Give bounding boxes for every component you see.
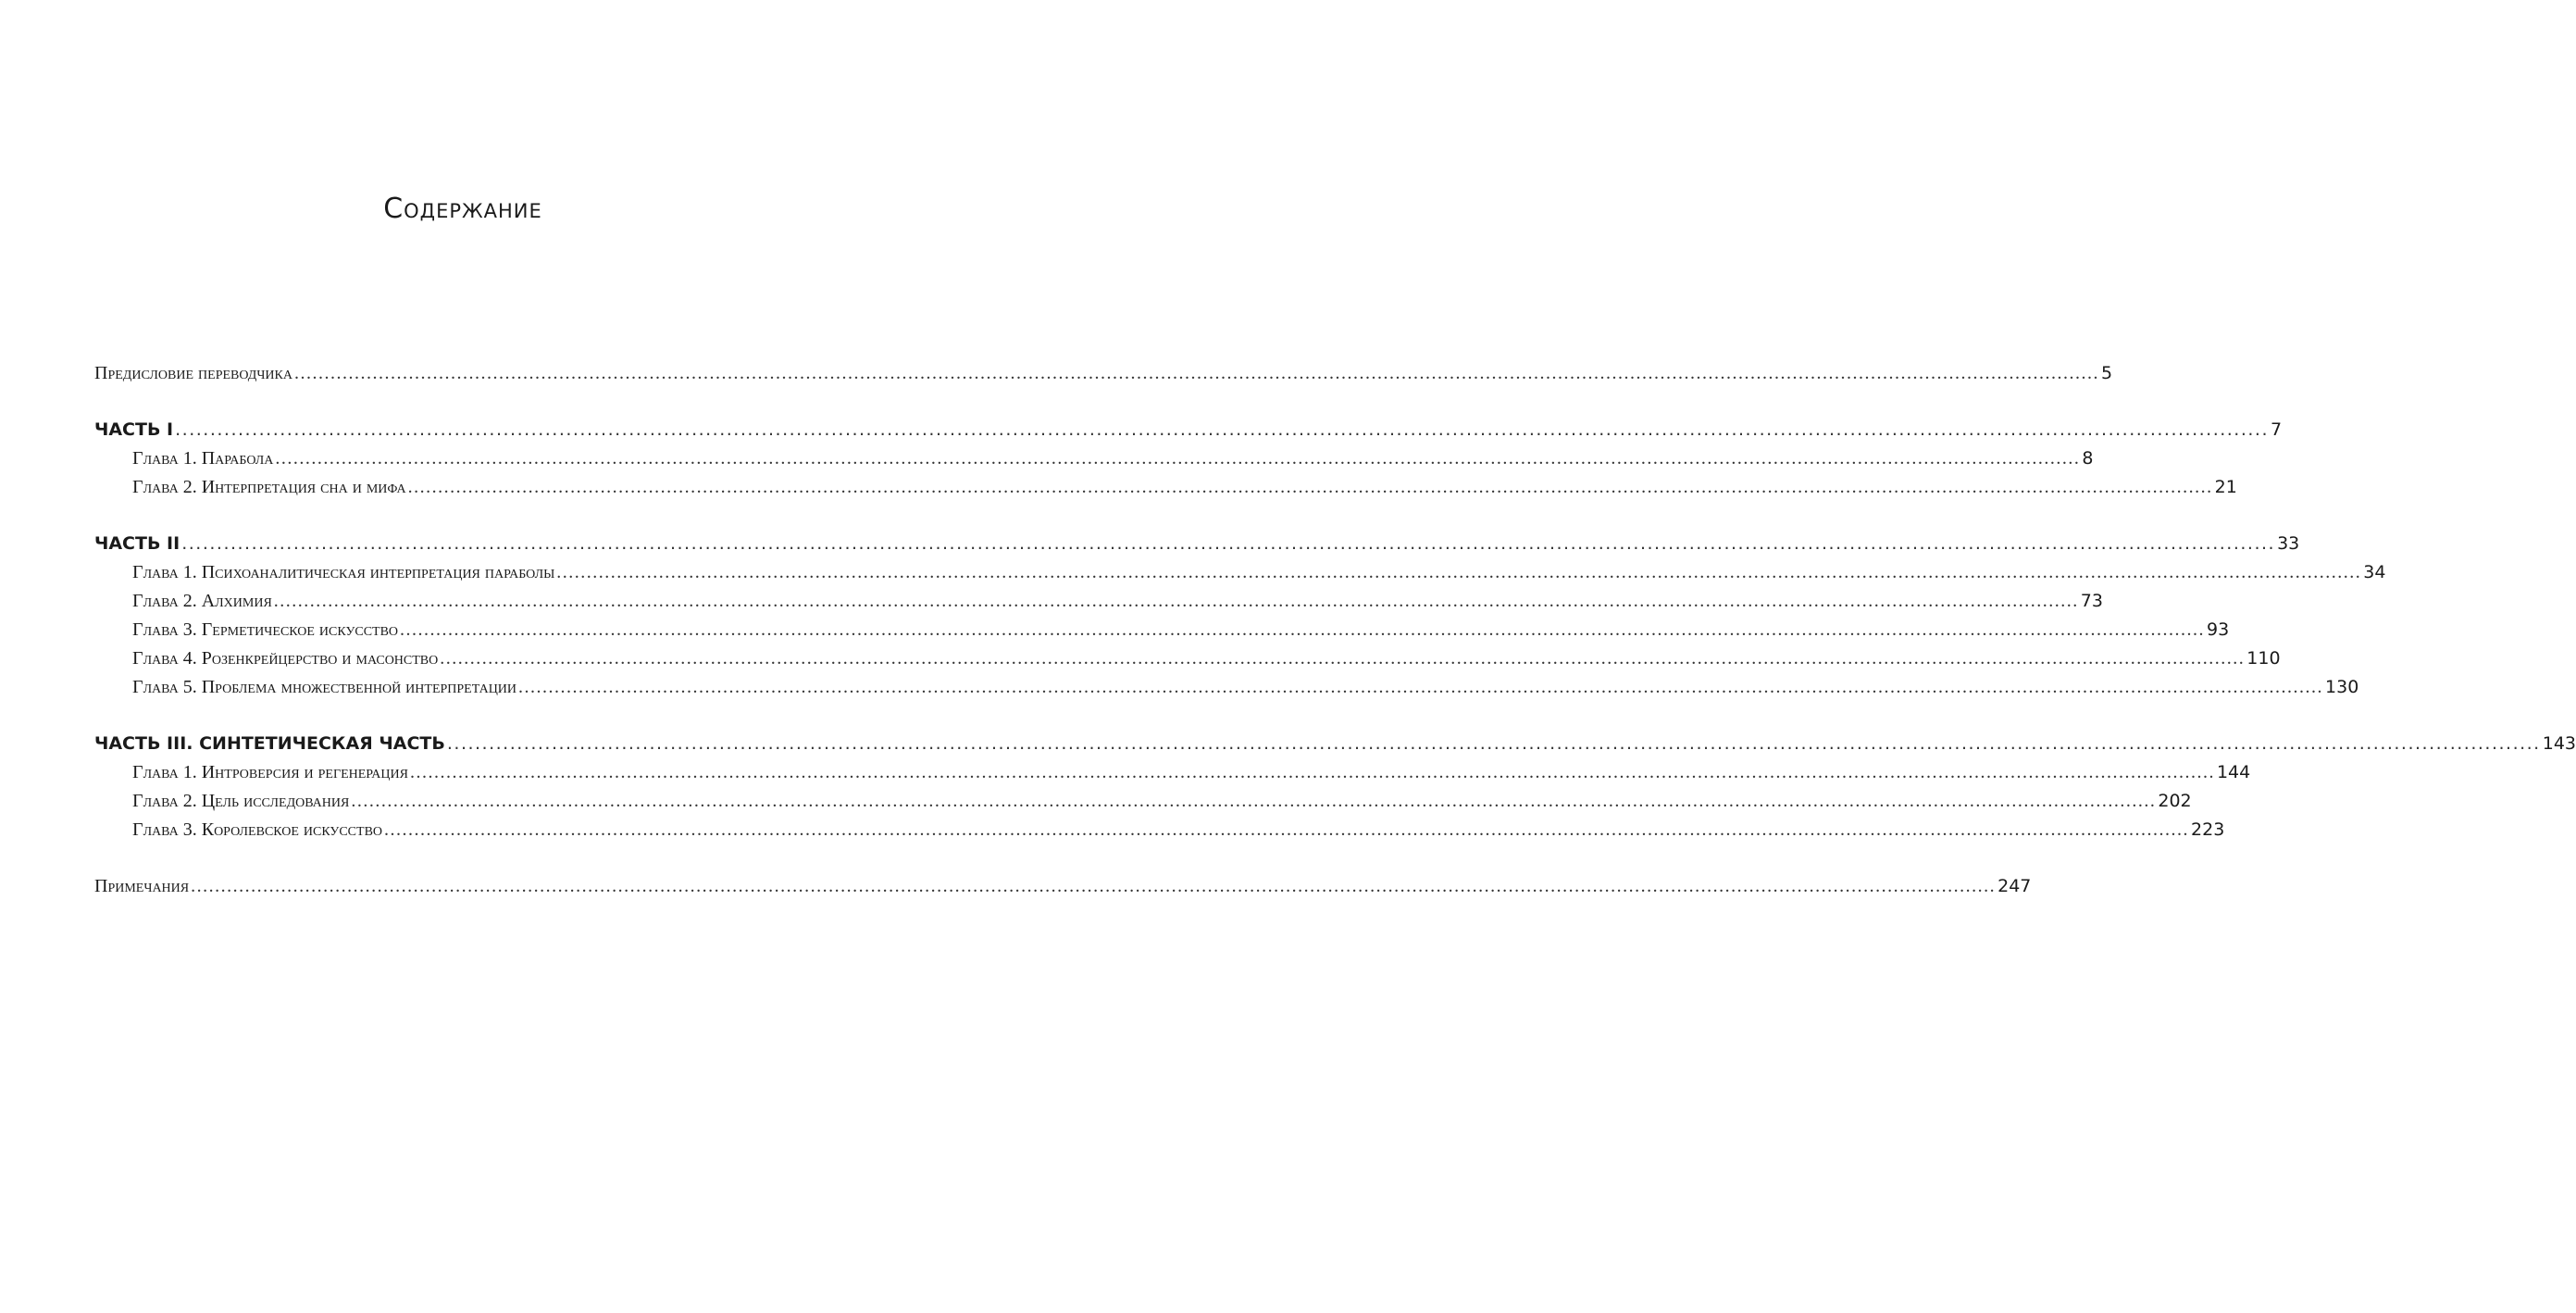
- toc-chapter-page: 110: [2246, 648, 2281, 669]
- toc-entry-page: 5: [2101, 363, 2113, 383]
- dot-leader: ............................................................................................................................................................................................................................................................................................................: [440, 648, 2246, 669]
- toc-part-page: 33: [2277, 533, 2300, 554]
- toc-chapter-page: 21: [2214, 477, 2237, 497]
- toc-chapter[interactable]: [94, 673, 2359, 702]
- toc-chapter-page: 130: [2325, 677, 2359, 697]
- toc-entry-page: 247: [1997, 876, 2032, 896]
- toc-chapter-label: Глава 1. Психоаналитическая интерпретация параболы: [132, 562, 555, 582]
- toc-chapter-page: 93: [2207, 619, 2230, 640]
- toc-chapter-page: 144: [2216, 762, 2251, 782]
- toc-chapter-page: 73: [2080, 591, 2103, 611]
- toc-entry-notes[interactable]: [94, 872, 2032, 901]
- toc-entry-preface[interactable]: [94, 359, 2113, 388]
- toc-chapter-label: Глава 3. Герметическое искусство: [132, 619, 399, 640]
- toc-chapter[interactable]: [94, 816, 2225, 844]
- toc-part-1[interactable]: [94, 416, 2283, 444]
- dot-leader: ............................................................................................................................................................................................................................................................................................................: [351, 791, 2157, 811]
- toc-chapter[interactable]: [94, 787, 2192, 816]
- toc-chapter-label: Глава 2. Интерпретация сна и мифа: [132, 477, 406, 497]
- page-title: Содержание: [383, 193, 542, 226]
- dot-leader: ............................................................................................................................................................................................................................................................................................................: [518, 677, 2324, 697]
- dot-leader: ............................................................................................................................................................................................................................................................................................................: [181, 533, 2276, 554]
- dot-leader: ............................................................................................................................................................................................................................................................................................................: [409, 762, 2215, 782]
- toc-part-label: ЧАСТЬ III. СИНТЕТИЧЕСКАЯ ЧАСТЬ: [94, 733, 445, 754]
- toc-chapter-page: 34: [2363, 562, 2386, 582]
- toc-chapter-page: 8: [2082, 448, 2094, 469]
- dot-leader: ............................................................................................................................................................................................................................................................................................................: [384, 819, 2190, 840]
- dot-leader: ............................................................................................................................................................................................................................................................................................................: [294, 363, 2099, 383]
- toc-entry-label: Примечания: [94, 876, 190, 896]
- toc-chapter-label: Глава 1. Парабола: [132, 448, 274, 469]
- dot-leader: ............................................................................................................................................................................................................................................................................................................: [191, 876, 1997, 896]
- dot-leader: ............................................................................................................................................................................................................................................................................................................: [273, 591, 2079, 611]
- toc-chapter[interactable]: [94, 616, 2230, 644]
- toc-part-label: ЧАСТЬ I: [94, 419, 174, 440]
- toc-chapter-page: 223: [2191, 819, 2225, 840]
- toc-part-page: 143: [2542, 733, 2576, 754]
- toc-part-page: 7: [2271, 419, 2283, 440]
- dot-leader: ............................................................................................................................................................................................................................................................................................................: [446, 733, 2541, 754]
- toc-chapter[interactable]: [94, 444, 2094, 473]
- toc-chapter-label: Глава 2. Цель исследования: [132, 791, 350, 811]
- dot-leader: ............................................................................................................................................................................................................................................................................................................: [175, 419, 2270, 440]
- toc-chapter[interactable]: [94, 473, 2237, 502]
- toc-part-label: ЧАСТЬ II: [94, 533, 180, 554]
- toc-part-3[interactable]: [94, 730, 2576, 758]
- toc-chapter-label: Глава 1. Интроверсия и регенерация: [132, 762, 408, 782]
- dot-leader: ............................................................................................................................................................................................................................................................................................................: [400, 619, 2206, 640]
- toc-entry-label: Предисловие переводчика: [94, 363, 292, 383]
- dot-leader: ............................................................................................................................................................................................................................................................................................................: [275, 448, 2081, 469]
- toc-chapter[interactable]: [94, 558, 2386, 587]
- toc-chapter-label: Глава 4. Розенкрейцерство и масонство: [132, 648, 439, 669]
- dot-leader: ............................................................................................................................................................................................................................................................................................................: [407, 477, 2213, 497]
- dot-leader: ............................................................................................................................................................................................................................................................................................................: [556, 562, 2362, 582]
- toc-chapter[interactable]: [94, 758, 2251, 787]
- toc-chapter-page: 202: [2158, 791, 2192, 811]
- toc-chapter[interactable]: [94, 587, 2103, 616]
- toc-chapter-label: Глава 5. Проблема множественной интерпретации: [132, 677, 517, 697]
- toc-chapter-label: Глава 3. Королевское искусство: [132, 819, 383, 840]
- toc-part-2[interactable]: [94, 530, 2300, 558]
- table-of-contents: [94, 359, 2576, 901]
- toc-chapter-label: Глава 2. Алхимия: [132, 591, 272, 611]
- toc-chapter[interactable]: [94, 644, 2281, 673]
